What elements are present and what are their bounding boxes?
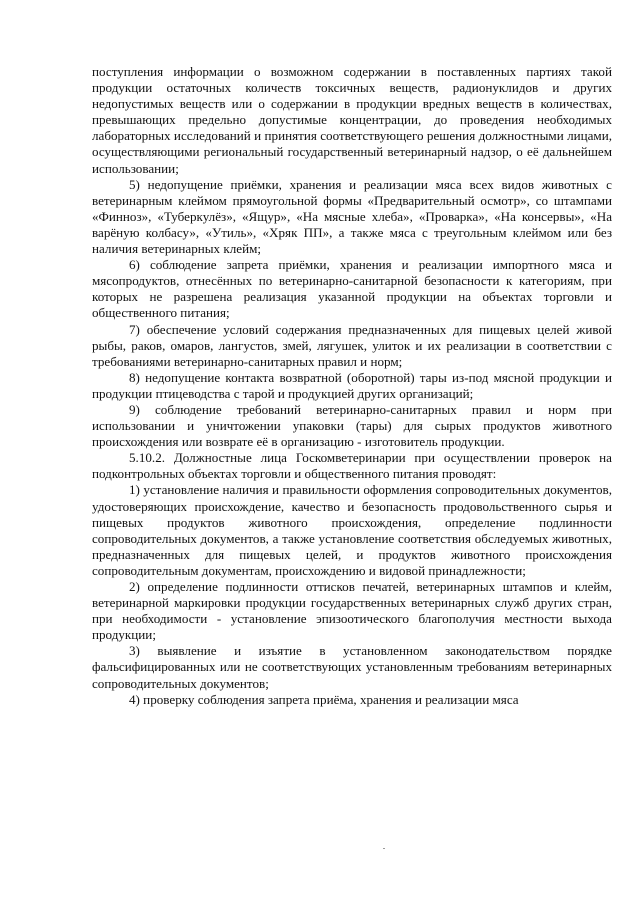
document-body [92, 64, 612, 708]
paragraph-item-8: 8) недопущение контакта возвратной (оборотной) тары из-под мясной продукции и продукции птицеводства с тарой и продукцией других организаций; [92, 369, 612, 401]
scan-speck [383, 848, 385, 849]
paragraph-subitem-1: 1) установление наличия и правильности оформления сопроводительных документов, удостоверяющих происхождение, качество и безопасность продовольственного сырья и пищевых продуктов животного происхождения, определение подлинности сопроводительных документов, а также установление соответствия обследуемых животных, предназначенных для пищевых целей, и продуктов животного происхождения сопроводительным документам, происхождению и видовой принадлежности; [92, 482, 612, 578]
paragraph-item-6: 6) соблюдение запрета приёмки, хранения и реализации импортного мяса и мясопродуктов, отнесённых по ветеринарно-санитарной безопасности к категориям, при которых не разрешена реализация указанной продукции на объектах торговли и общественного питания; [92, 257, 612, 321]
paragraph-subitem-4: 4) проверку соблюдения запрета приёма, хранения и реализации мяса [129, 691, 519, 707]
paragraph-subitem-3: 3) выявление и изъятие в установленном законодательством порядке фальсифицированных или не соответствующих установленным требованиям ветеринарных сопроводительных документов; [92, 643, 612, 691]
paragraph-item-5: 5) недопущение приёмки, хранения и реализации мяса всех видов животных с ветеринарным клеймом прямоугольной формы «Предварительный осмотр», со штампами «Финноз», «Туберкулёз», «Ящур», «На мясные хлеба», «Проварка», «На консервы», «На варёную колбасу», «Утиль», «Хряк ПП», а также мяса с треугольным клеймом или без наличия ветеринарных клейм; [92, 176, 612, 257]
paragraph-item-7: 7) обеспечение условий содержания предназначенных для пищевых целей живой рыбы, раков, омаров, лангустов, змей, лягушек, улиток и их реализации в соответствии с требованиями ветеринарно-санитарных правил и норм; [92, 321, 612, 369]
paragraph-item-9: 9) соблюдение требований ветеринарно-санитарных правил и норм при использовании и уничтожении упаковки (тары) для сырых продуктов животного происхождения или возврате её в организацию - изготовитель продукции. [92, 401, 612, 450]
paragraph-subitem-2: 2) определение подлинности оттисков печатей, ветеринарных штампов и клейм, ветеринарной маркировки продукции государственных ветеринарных служб других стран, при необходимости - установление эпизоотического благополучия местности выхода продукции; [92, 579, 612, 643]
paragraph-section-5-10-2: 5.10.2. Должностные лица Госкомветеринарии при осуществлении проверок на подконтрольных объектах торговли и общественного питания проводят: [92, 450, 612, 482]
paragraph-continuation: поступления информации о возможном содержании в поставленных партиях такой продукции остаточных количеств токсичных веществ, радионуклидов и других недопустимых веществ или о содержании в продукции вредных веществ в количествах, превышающих предельно допустимые концентрации, до проведения необходимых лабораторных исследований и принятия соответствующего решения должностными лицами, осуществляющими региональный государственный ветеринарный надзор, о её дальнейшем использовании; [92, 64, 612, 176]
